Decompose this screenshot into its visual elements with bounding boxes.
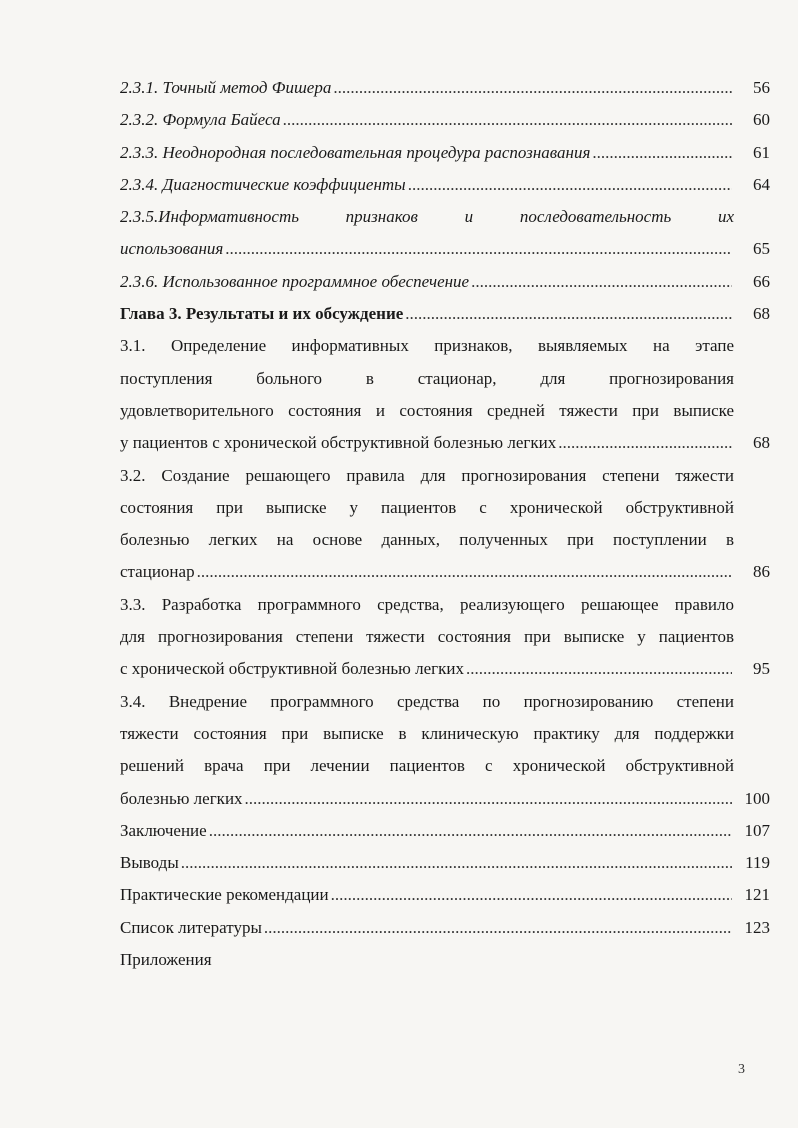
toc-leader-dots xyxy=(471,266,732,298)
toc-entry-page: 121 xyxy=(744,885,770,905)
toc-entry-page: 123 xyxy=(744,917,770,937)
toc-entry-page: 68 xyxy=(753,433,770,453)
toc-entry-label: 2.3.4. Диагностические коэффициенты xyxy=(120,174,406,194)
table-of-contents xyxy=(120,72,770,976)
toc-entry-label: Практические рекомендации xyxy=(120,885,329,905)
toc-entry-page: 119 xyxy=(745,853,770,873)
toc-entry-label: 2.3.6. Использованное программное обеспечение xyxy=(120,271,470,291)
toc-entry-wrapped-line: 3.2. Создание решающего правила для прогнозирования степени тяжести xyxy=(120,465,734,485)
toc-entry-page: 64 xyxy=(753,174,770,194)
toc-entry-label: Выводы xyxy=(120,853,179,873)
toc-entry[interactable] xyxy=(120,298,770,330)
toc-entry-wrapped-line: 3.3. Разработка программного средства, реализующего решающее правило xyxy=(120,594,734,614)
toc-entry-page: 65 xyxy=(753,239,770,259)
toc-entry-label: 2.3.2. Формула Байеса xyxy=(120,110,281,130)
toc-entry[interactable] xyxy=(120,330,770,459)
toc-leader-dots xyxy=(225,233,732,265)
toc-leader-dots xyxy=(466,653,732,685)
toc-entry-label: у пациентов с хронической обструктивной болезнью легких xyxy=(120,433,557,453)
toc-leader-dots xyxy=(264,912,732,944)
toc-entry-label: Список литературы xyxy=(120,917,262,937)
toc-entry-wrapped-line: 3.4. Внедрение программного средства по прогнозированию степени xyxy=(120,691,734,711)
toc-leader-dots xyxy=(558,427,732,459)
toc-entry[interactable] xyxy=(120,137,770,169)
toc-entry-page: 100 xyxy=(744,788,770,808)
toc-entry-wrapped-line: состояния при выписке у пациентов с хронической обструктивной xyxy=(120,497,734,517)
toc-entry-label: с хронической обструктивной болезнью легких xyxy=(120,659,464,679)
toc-entry[interactable] xyxy=(120,72,770,104)
toc-entry[interactable] xyxy=(120,201,770,266)
toc-entry-page: 60 xyxy=(753,110,770,130)
toc-entry-label: использования xyxy=(120,239,224,259)
toc-entry[interactable] xyxy=(120,847,770,879)
toc-entry-wrapped-line: 3.1. Определение информативных признаков, выявляемых на этапе xyxy=(120,336,734,356)
toc-entry[interactable] xyxy=(120,104,770,136)
toc-entry-page: 61 xyxy=(753,142,770,162)
toc-entry-label: Приложения xyxy=(120,950,212,970)
toc-entry[interactable] xyxy=(120,266,770,298)
toc-entry[interactable] xyxy=(120,944,770,976)
toc-entry[interactable] xyxy=(120,879,770,911)
toc-entry-wrapped-line: тяжести состояния при выписке в клиническую практику для поддержки xyxy=(120,723,734,743)
toc-entry-page: 107 xyxy=(744,820,770,840)
toc-entry-wrapped-line: 2.3.5.Информативность признаков и последовательность их xyxy=(120,207,734,227)
toc-entry-label: стационар xyxy=(120,562,195,582)
toc-entry-label: 2.3.1. Точный метод Фишера xyxy=(120,78,332,97)
toc-entry-label: 2.3.3. Неоднородная последовательная процедура распознавания xyxy=(120,142,591,162)
toc-leader-dots xyxy=(245,783,732,815)
toc-entry[interactable] xyxy=(120,686,770,815)
toc-entry-wrapped-line: для прогнозирования степени тяжести состояния при выписке у пациентов xyxy=(120,627,734,647)
toc-entry-wrapped-line: удовлетворительного состояния и состояния средней тяжести при выписке xyxy=(120,400,734,420)
toc-entry[interactable] xyxy=(120,169,770,201)
toc-entry-page: 86 xyxy=(753,562,770,582)
toc-leader-dots xyxy=(209,815,732,847)
toc-leader-dots xyxy=(181,847,732,879)
toc-entry[interactable] xyxy=(120,589,770,686)
toc-leader-dots xyxy=(405,298,732,330)
toc-entry-label: Заключение xyxy=(120,820,207,840)
page-number: 3 xyxy=(738,1062,745,1077)
toc-entry-page: 68 xyxy=(753,304,770,324)
toc-entry-label: болезнью легких xyxy=(120,788,243,808)
toc-entry-label: Глава 3. Результаты и их обсуждение xyxy=(120,304,404,324)
toc-leader-dots xyxy=(333,72,732,104)
toc-entry[interactable] xyxy=(120,815,770,847)
toc-leader-dots xyxy=(408,169,732,201)
toc-entry[interactable] xyxy=(120,912,770,944)
toc-entry-page: 56 xyxy=(753,78,770,97)
toc-leader-dots xyxy=(592,137,732,169)
toc-entry-wrapped-line: болезнью легких на основе данных, полученных при поступлении в xyxy=(120,530,734,550)
toc-entry[interactable] xyxy=(120,460,770,589)
toc-entry-page: 95 xyxy=(753,659,770,679)
toc-leader-dots xyxy=(197,556,732,588)
toc-entry-page: 66 xyxy=(753,271,770,291)
toc-leader-dots xyxy=(331,879,732,911)
toc-entry-wrapped-line: решений врача при лечении пациентов с хронической обструктивной xyxy=(120,756,734,776)
toc-leader-dots xyxy=(283,104,732,136)
toc-entry-wrapped-line: поступления больного в стационар, для прогнозирования xyxy=(120,368,734,388)
